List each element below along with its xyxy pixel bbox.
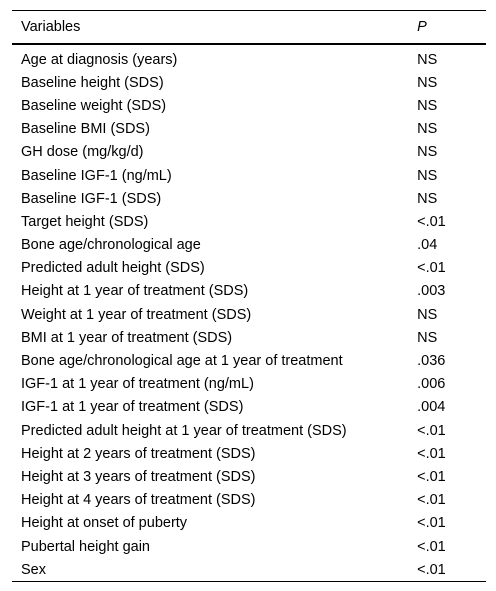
variable-cell: Height at 2 years of treatment (SDS) [21, 445, 256, 462]
table-row [12, 349, 486, 372]
variable-cell: Bone age/chronological age [21, 237, 201, 254]
variable-cell: Height at 3 years of treatment (SDS) [21, 468, 256, 485]
variable-cell: Baseline weight (SDS) [21, 97, 167, 114]
table-row [12, 94, 486, 117]
table-row [12, 257, 486, 280]
variable-cell: IGF-1 at 1 year of treatment (SDS) [21, 399, 244, 416]
p-value-cell: NS [417, 144, 438, 161]
p-value-cell: .036 [417, 353, 446, 370]
table-row [12, 164, 486, 187]
p-value-cell: .003 [417, 283, 446, 300]
variable-cell: IGF-1 at 1 year of treatment (ng/mL) [21, 376, 254, 393]
variable-cell: Baseline IGF-1 (ng/mL) [21, 167, 172, 184]
variable-cell: GH dose (mg/kg/d) [21, 144, 144, 161]
p-value-cell: NS [417, 167, 438, 184]
table-row [12, 465, 486, 488]
variable-cell: Baseline BMI (SDS) [21, 121, 150, 138]
results-table-container [12, 10, 486, 582]
p-value-cell: <.01 [417, 561, 446, 578]
variable-cell: BMI at 1 year of treatment (SDS) [21, 329, 233, 346]
variable-cell: Pubertal height gain [21, 538, 150, 555]
table-row [12, 141, 486, 164]
table-row [12, 187, 486, 210]
table-row [12, 535, 486, 558]
variable-cell: Bone age/chronological age at 1 year of treatment [21, 353, 343, 370]
variable-cell: Height at 4 years of treatment (SDS) [21, 492, 256, 509]
p-value-cell: .004 [417, 399, 446, 416]
variable-cell: Weight at 1 year of treatment (SDS) [21, 306, 252, 323]
header-row [12, 11, 486, 45]
table-row [12, 71, 486, 94]
table-row [12, 419, 486, 442]
p-value-cell: .04 [417, 237, 438, 254]
table-row [12, 512, 486, 535]
table-row [12, 326, 486, 349]
p-value-cell: NS [417, 306, 438, 323]
table-row [12, 489, 486, 512]
variable-cell: Predicted adult height at 1 year of treatment (SDS) [21, 422, 347, 439]
variable-cell: Target height (SDS) [21, 213, 149, 230]
table-body [12, 44, 486, 582]
header-p-value: P [417, 19, 427, 35]
variable-cell: Age at diagnosis (years) [21, 51, 178, 68]
variable-cell: Baseline IGF-1 (SDS) [21, 190, 162, 207]
results-table [12, 10, 486, 582]
variable-cell: Sex [21, 561, 46, 578]
variable-cell: Height at onset of puberty [21, 515, 188, 532]
table-row [12, 303, 486, 326]
table-row [12, 210, 486, 233]
p-value-cell: <.01 [417, 538, 446, 555]
table-row [12, 442, 486, 465]
p-value-cell: NS [417, 121, 438, 138]
p-value-cell: <.01 [417, 260, 446, 277]
table-row [12, 373, 486, 396]
p-value-cell: <.01 [417, 468, 446, 485]
header-variables: Variables [21, 19, 81, 35]
p-value-cell: NS [417, 97, 438, 114]
variable-cell: Baseline height (SDS) [21, 74, 164, 91]
p-value-cell: NS [417, 74, 438, 91]
table-row [12, 234, 486, 257]
table-header [12, 11, 486, 45]
table-row [12, 280, 486, 303]
table-row [12, 44, 486, 71]
p-value-cell: <.01 [417, 422, 446, 439]
variable-cell: Predicted adult height (SDS) [21, 260, 205, 277]
p-value-cell: NS [417, 329, 438, 346]
variable-cell: Height at 1 year of treatment (SDS) [21, 283, 249, 300]
p-value-cell: <.01 [417, 445, 446, 462]
table-row [12, 118, 486, 141]
table-row [12, 558, 486, 582]
table-row [12, 396, 486, 419]
p-value-cell: NS [417, 51, 438, 68]
p-value-cell: <.01 [417, 492, 446, 509]
p-value-cell: <.01 [417, 515, 446, 532]
p-value-cell: .006 [417, 376, 446, 393]
p-value-cell: <.01 [417, 213, 446, 230]
p-value-cell: NS [417, 190, 438, 207]
